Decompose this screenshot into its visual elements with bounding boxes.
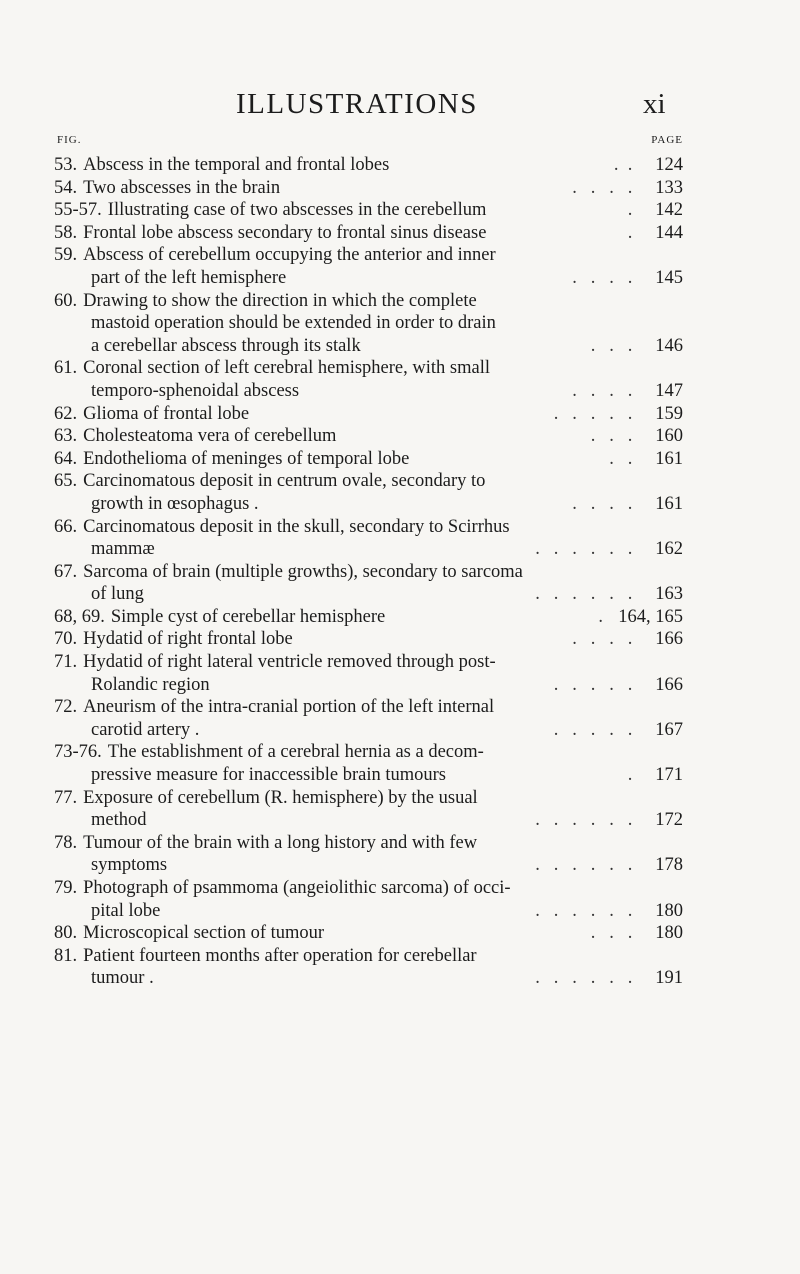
caption-text: method xyxy=(91,810,147,831)
dot-leader: . . . . . . xyxy=(530,810,637,831)
entry-continuation-line xyxy=(54,900,683,923)
page-reference: 161 xyxy=(655,448,683,469)
figure-number: 80. xyxy=(54,923,78,944)
dot-leader: . . . . . . xyxy=(530,855,637,876)
page-reference: 178 xyxy=(655,855,683,876)
page-reference: 171 xyxy=(655,765,683,786)
dot-leader: . . . . . xyxy=(549,674,637,695)
page-reference: 147 xyxy=(655,380,683,401)
caption-text: part of the left hemisphere xyxy=(91,267,287,288)
list-item xyxy=(54,357,683,402)
figure-number: 62. xyxy=(54,403,78,424)
page-reference: 163 xyxy=(655,584,683,605)
caption-text: Two abscesses in the brain xyxy=(83,177,281,198)
list-item xyxy=(54,154,683,177)
list-item xyxy=(54,425,683,448)
caption-text: Tumour of the brain with a long history and with few xyxy=(83,832,478,853)
dot-leader: . . . . . . xyxy=(530,539,637,560)
caption-text: pital lobe xyxy=(91,900,161,921)
entry-first-line xyxy=(54,222,683,245)
page-reference: 160 xyxy=(655,426,683,447)
figure-number: 59. xyxy=(54,245,78,266)
list-item xyxy=(54,403,683,426)
page-reference: 191 xyxy=(655,968,683,989)
entry-continuation-line xyxy=(54,719,683,742)
figure-number: 58. xyxy=(54,222,78,243)
entry-first-line xyxy=(54,741,683,764)
dot-leader: . . . xyxy=(586,923,637,944)
page-number: xi xyxy=(643,88,666,120)
list-item xyxy=(54,177,683,200)
caption-text: Photograph of psammoma (angeiolithic sarcoma) of occi- xyxy=(83,878,511,898)
entry-continuation-line xyxy=(54,380,683,403)
list-item xyxy=(54,244,683,289)
list-item xyxy=(54,561,683,606)
entry-first-line xyxy=(54,832,683,855)
page-reference: 161 xyxy=(655,493,683,514)
list-item xyxy=(54,741,683,786)
caption-text: Simple cyst of cerebellar hemisphere xyxy=(110,606,386,627)
figure-number: 55-57. xyxy=(54,200,102,221)
dot-leader: . . . . xyxy=(567,493,637,514)
page-reference: 146 xyxy=(655,335,683,356)
entry-first-line xyxy=(54,177,683,200)
dot-leader: . xyxy=(593,606,613,627)
caption-text: Hydatid of right frontal lobe xyxy=(83,629,293,650)
caption-text: Hydatid of right lateral ventricle removed through post- xyxy=(83,652,496,673)
figure-number: 78. xyxy=(54,832,78,853)
page-header xyxy=(0,88,800,128)
dot-leader: . . . xyxy=(586,335,637,356)
entry-first-line xyxy=(54,651,683,674)
list-item xyxy=(54,922,683,945)
figure-number: 81. xyxy=(54,945,78,966)
caption-text: Glioma of frontal lobe xyxy=(83,403,250,424)
list-item xyxy=(54,222,683,245)
list-item xyxy=(54,945,683,990)
dot-leader: . . . . . . xyxy=(530,900,637,921)
caption-text: Abscess in the temporal and frontal lobes xyxy=(83,155,390,175)
figure-number: 68, 69. xyxy=(54,606,105,627)
caption-text: Carcinomatous deposit in centrum ovale, secondary to xyxy=(83,471,486,492)
entry-continuation-line xyxy=(54,674,683,697)
caption-text: pressive measure for inaccessible brain tumours xyxy=(91,765,446,786)
page-reference: 145 xyxy=(655,267,683,288)
caption-text: tumour . xyxy=(91,968,154,989)
caption-text: The establishment of a cerebral hernia as a decom- xyxy=(107,742,484,763)
list-item xyxy=(54,628,683,651)
list-item xyxy=(54,651,683,696)
caption-text: Illustrating case of two abscesses in the cerebellum xyxy=(107,200,487,221)
caption-text: Coronal section of left cerebral hemisphere, with small xyxy=(83,358,490,379)
figure-number: 73-76. xyxy=(54,742,102,763)
dot-leader: . xyxy=(623,200,637,221)
entry-first-line xyxy=(54,877,683,900)
page-reference: 164, 165 xyxy=(618,606,683,627)
caption-text: Carcinomatous deposit in the skull, secondary to Scirrhus xyxy=(83,516,510,537)
dot-leader: . xyxy=(623,765,637,786)
dot-leader: . . . . xyxy=(567,267,637,288)
dot-leader: . . . . xyxy=(567,380,637,401)
page-reference: 180 xyxy=(655,900,683,921)
page-reference: 162 xyxy=(655,539,683,560)
entry-first-line xyxy=(54,787,683,810)
figure-number: 54. xyxy=(54,177,78,198)
entry-first-line xyxy=(54,470,683,493)
entry-continuation-line xyxy=(54,312,683,335)
figure-number: 77. xyxy=(54,787,78,808)
caption-text: Endothelioma of meninges of temporal lobe xyxy=(83,448,410,469)
dot-leader: . . . xyxy=(586,426,637,447)
page-reference: 166 xyxy=(655,674,683,695)
entry-first-line xyxy=(54,425,683,448)
entry-first-line xyxy=(54,290,683,313)
page-reference: 180 xyxy=(655,923,683,944)
entry-first-line xyxy=(54,403,683,426)
caption-text: growth in œsophagus . xyxy=(91,493,259,514)
list-item xyxy=(54,470,683,515)
figure-number: 72. xyxy=(54,697,78,718)
entry-continuation-line xyxy=(54,854,683,877)
figure-number: 71. xyxy=(54,652,78,673)
entry-continuation-line xyxy=(54,493,683,516)
figure-number: 53. xyxy=(54,155,78,175)
caption-text: carotid artery . xyxy=(91,719,200,740)
entry-first-line xyxy=(54,154,683,177)
entry-first-line xyxy=(54,244,683,267)
figure-number: 70. xyxy=(54,629,78,650)
figure-number: 67. xyxy=(54,561,78,582)
entry-continuation-line xyxy=(54,267,683,290)
list-item xyxy=(54,290,683,358)
list-item xyxy=(54,696,683,741)
caption-text: temporo-sphenoidal abscess xyxy=(91,380,300,401)
caption-text: mastoid operation should be extended in order to drain xyxy=(91,313,496,334)
page-reference: 124 xyxy=(655,155,683,175)
caption-text: mammæ xyxy=(91,539,155,560)
figure-number: 63. xyxy=(54,426,78,447)
caption-text: Sarcoma of brain (multiple growths), secondary to sarcoma xyxy=(83,561,523,582)
caption-text: Abscess of cerebellum occupying the anterior and inner xyxy=(83,245,496,266)
figure-number: 65. xyxy=(54,471,78,492)
page-reference: 144 xyxy=(655,222,683,243)
fig-column-heading: FIG. xyxy=(57,134,82,146)
entry-continuation-line xyxy=(54,809,683,832)
entry-first-line xyxy=(54,561,683,584)
figure-number: 64. xyxy=(54,448,78,469)
page-reference: 172 xyxy=(655,810,683,831)
page-reference: 167 xyxy=(655,719,683,740)
caption-text: Patient fourteen months after operation for cerebellar xyxy=(83,945,477,966)
list-item xyxy=(54,787,683,832)
entry-first-line xyxy=(54,922,683,945)
dot-leader: . . xyxy=(609,155,637,175)
dot-leader: . . . . . xyxy=(549,403,637,424)
entry-first-line xyxy=(54,945,683,968)
caption-text: Microscopical section of tumour xyxy=(83,923,325,944)
entry-first-line xyxy=(54,628,683,651)
figure-number: 79. xyxy=(54,878,78,898)
list-item xyxy=(54,516,683,561)
dot-leader: . . . . . . xyxy=(530,584,637,605)
page-reference: 133 xyxy=(655,177,683,198)
page-title: ILLUSTRATIONS xyxy=(236,88,478,120)
page-reference: 166 xyxy=(655,629,683,650)
dot-leader: . . xyxy=(604,448,637,469)
caption-text: of lung xyxy=(91,584,144,605)
entry-first-line xyxy=(54,448,683,471)
caption-text: Frontal lobe abscess secondary to frontal sinus disease xyxy=(83,222,487,243)
caption-text: Rolandic region xyxy=(91,674,210,695)
caption-text: Cholesteatoma vera of cerebellum xyxy=(83,426,337,447)
list-item xyxy=(54,832,683,877)
entry-continuation-line xyxy=(54,583,683,606)
caption-text: Exposure of cerebellum (R. hemisphere) by the usual xyxy=(83,787,478,808)
caption-text: a cerebellar abscess through its stalk xyxy=(91,335,361,356)
figure-number: 60. xyxy=(54,290,78,311)
list-item xyxy=(54,877,683,922)
figure-number: 61. xyxy=(54,358,78,379)
figure-number: 66. xyxy=(54,516,78,537)
entry-first-line xyxy=(54,357,683,380)
list-item xyxy=(54,448,683,471)
illustration-list xyxy=(54,154,683,990)
dot-leader: . . . . xyxy=(567,629,637,650)
list-item xyxy=(54,606,683,629)
entry-first-line xyxy=(54,696,683,719)
dot-leader: . xyxy=(623,222,637,243)
page-column-heading: PAGE xyxy=(651,134,683,146)
caption-text: Drawing to show the direction in which the complete xyxy=(83,290,477,311)
entry-first-line xyxy=(54,516,683,539)
caption-text: Aneurism of the intra-cranial portion of the left internal xyxy=(83,697,495,718)
entry-continuation-line xyxy=(54,538,683,561)
entry-first-line xyxy=(54,606,683,629)
dot-leader: . . . . . . xyxy=(530,968,637,989)
column-headings xyxy=(54,134,683,152)
entry-first-line xyxy=(54,199,683,222)
entry-continuation-line xyxy=(54,764,683,787)
dot-leader: . . . . xyxy=(567,177,637,198)
entry-continuation-line xyxy=(54,335,683,358)
entry-continuation-line xyxy=(54,967,683,990)
page-reference: 159 xyxy=(655,403,683,424)
dot-leader: . . . . . xyxy=(549,719,637,740)
list-item xyxy=(54,199,683,222)
page-reference: 142 xyxy=(655,200,683,221)
caption-text: symptoms xyxy=(91,855,168,876)
